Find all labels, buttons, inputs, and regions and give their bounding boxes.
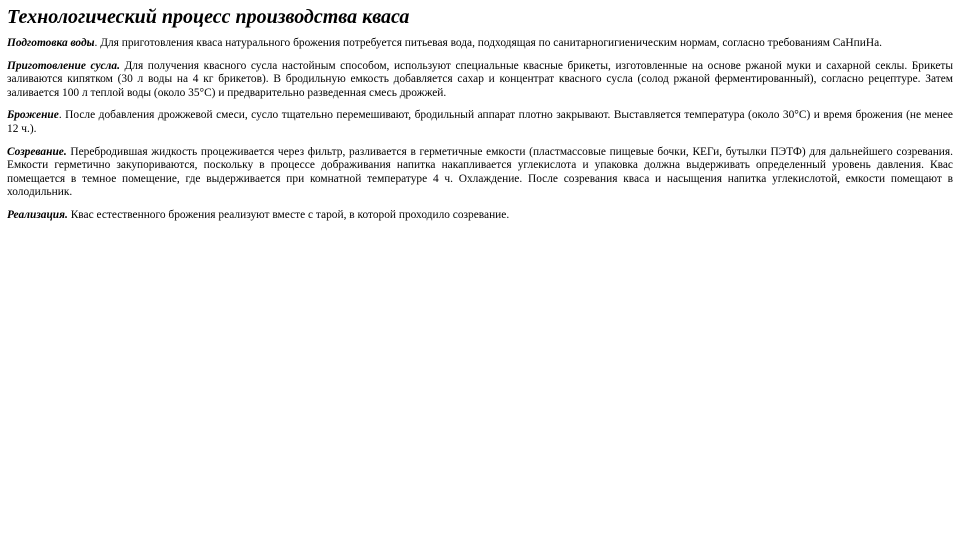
section-sale: [7, 209, 953, 223]
section-wort-preparation: [7, 60, 953, 101]
section-text: Для получения квасного сусла настойным способом, используют специальные квасные брикеты, изготовленные на основе ржаной муки и сахарной секлы. Брикеты заливаются кипятком (30 л воды на 4 кг брикетов). В бродильную емкость добавляется сахар и концентрат квасного сусла (солод ржаной ферментированный), согласно рецептуре. Затем заливается 100 л теплой воды (около 35°С) и предварительно разведенная смесь дрожжей.: [7, 59, 954, 99]
section-term: Созревание.: [7, 145, 67, 158]
section-maturation: [7, 146, 953, 200]
section-text: Перебродившая жидкость процеживается через фильтр, разливается в герметичные емкости (пластмассовые пищевые бочки, КЕГи, бутылки ПЭТФ) для дальнейшего созревания. Емкости герметично закупориваются, поскольку в процессе дображивания напитка накапливается углекислота и упаковка должна выдерживать определенный уровень давления. Квас помещается в темное помещение, где выдерживается при комнатной температуре 4 ч. Охлаждение. После созревания кваса и насыщения напитка углекислотой, емкости помещают в холодильник.: [7, 145, 953, 199]
page-title: Технологический процесс производства кваса: [7, 6, 410, 28]
slide: [7, 4, 953, 232]
section-text: . Для приготовления кваса натурального брожения потребуется питьевая вода, подходящая по санитарногигиеническим нормам, согласно требованиям СаНпиНа.: [94, 37, 882, 49]
section-term: Реализация.: [7, 208, 68, 221]
section-term: Брожение: [7, 109, 59, 122]
section-term: Подготовка воды: [7, 37, 95, 49]
section-text: Квас естественного брожения реализуют вместе с тарой, в которой проходило созревание.: [67, 208, 510, 221]
section-fermentation: [7, 109, 953, 136]
section-water-preparation: [7, 37, 953, 51]
section-term: Приготовление сусла.: [7, 59, 120, 72]
section-text: . После добавления дрожжевой смеси, сусло тщательно перемешивают, бродильный аппарат плотно закрывают. Выставляется температура (около 30°С) и время брожения (не менее 12 ч.).: [7, 109, 953, 135]
